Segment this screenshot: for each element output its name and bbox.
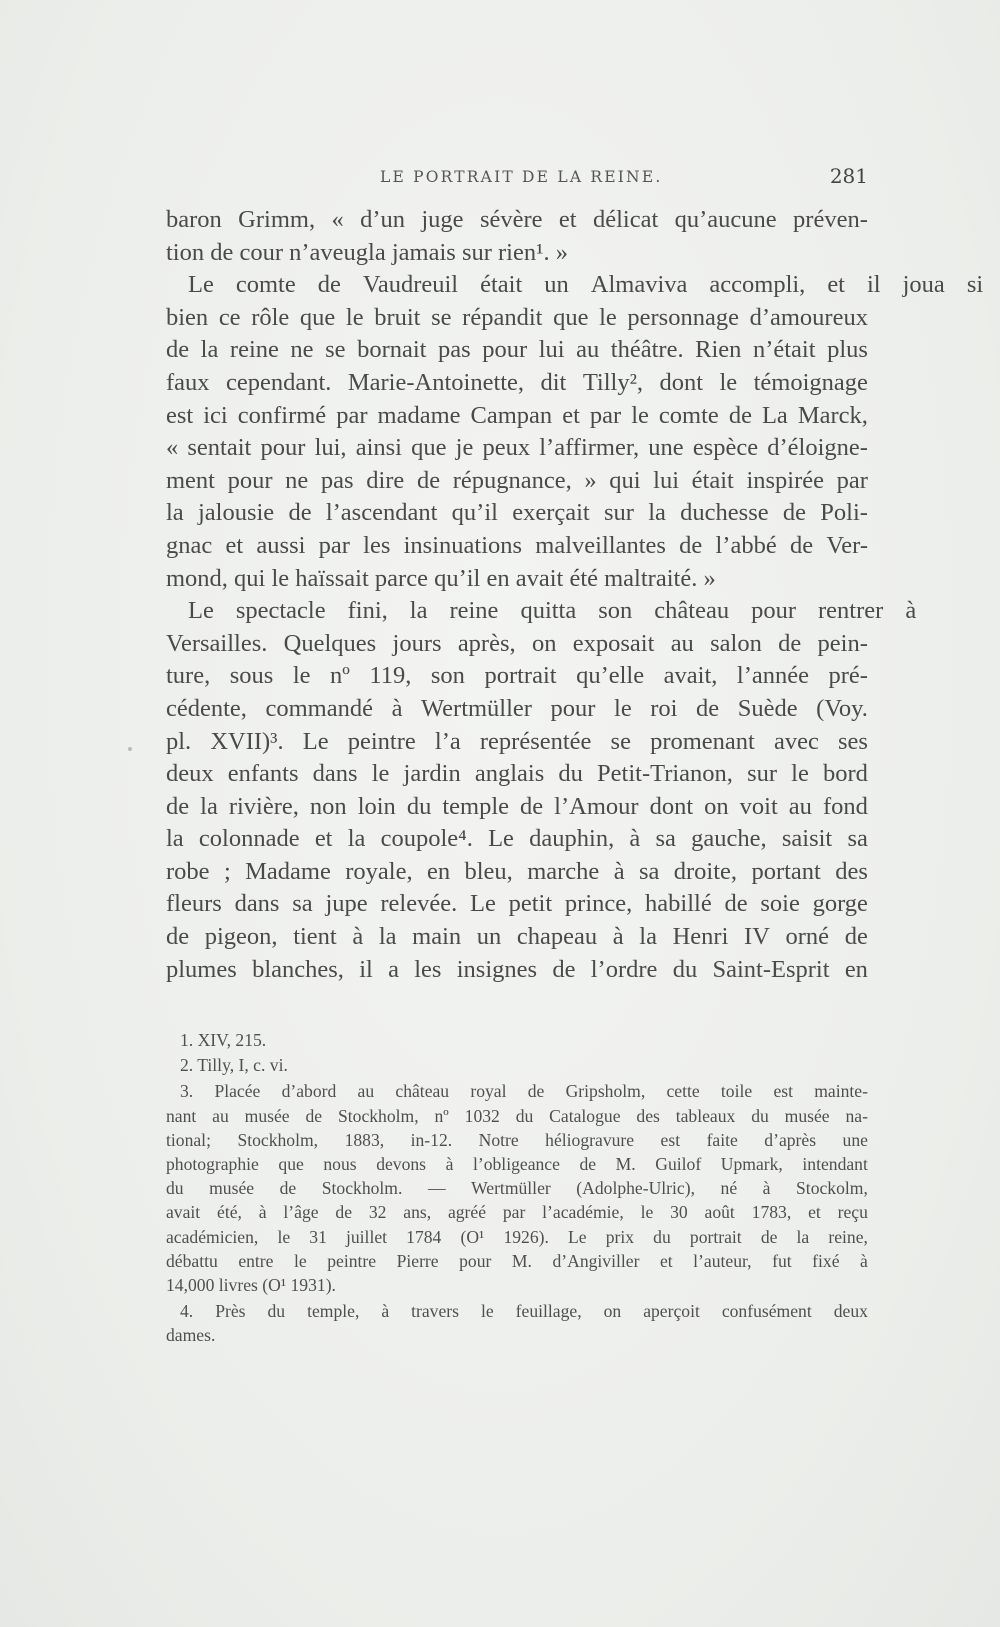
body-text: [166, 204, 984, 986]
footnote-line: 4. Près du temple, à travers le feuillage, on aperçoit confusément deux: [180, 1301, 868, 1322]
text-line: « sentait pour lui, ainsi que je peux l’affirmer, une espèce d’éloigne-: [166, 434, 868, 462]
text-line: de pigeon, tient à la main un chapeau à la Henri IV orné de: [166, 923, 868, 951]
text-line: fleurs dans sa jupe relevée. Le petit prince, habillé de soie gorge: [166, 890, 868, 918]
footnotes: [166, 1028, 868, 1348]
footnote-2: 2. Tilly, I, c. vi.: [180, 1055, 288, 1076]
footnote-line: tional; Stockholm, 1883, in-12. Notre héliogravure est faite d’après une: [166, 1129, 868, 1150]
text-line: Le comte de Vaudreuil était un Almaviva accompli, et il joua si: [188, 271, 984, 299]
footnote-line: photographie que nous devons à l’obligeance de M. Guilof Upmark, intendant: [166, 1154, 868, 1175]
page-number: 281: [829, 164, 868, 188]
footnote-line: du musée de Stockholm. — Wertmüller (Adolphe-Ulric), né à Stockolm,: [166, 1178, 868, 1199]
footnote-line: nant au musée de Stockholm, nº 1032 du Catalogue des tableaux du musée na-: [166, 1105, 868, 1126]
text-line: faux cependant. Marie-Antoinette, dit Tilly², dont le témoignage: [166, 368, 868, 396]
footnote-line: avait été, à l’âge de 32 ans, agréé par l’académie, le 30 août 1783, et reçu: [166, 1202, 868, 1223]
text-line: est ici confirmé par madame Campan et par le comte de La Marck,: [166, 401, 868, 429]
footnote-4: [166, 1299, 868, 1347]
footnote-3: [166, 1079, 868, 1297]
text-line: ture, sous le nº 119, son portrait qu’elle avait, l’année pré-: [166, 662, 868, 690]
text-line: mond, qui le haïssait parce qu’il en avait été maltraité. »: [166, 564, 716, 592]
page-header: [166, 164, 868, 194]
text-line: la colonnade et la coupole⁴. Le dauphin, à sa gauche, saisit sa: [166, 825, 868, 853]
text-line: baron Grimm, « d’un juge sévère et délicat qu’aucune préven-: [166, 206, 868, 233]
footnote-line: 3. Placée d’abord au château royal de Gripsholm, cette toile est mainte-: [180, 1081, 868, 1102]
text-line: de la rivière, non loin du temple de l’Amour dont on voit au fond: [166, 792, 868, 820]
text-line: ment pour ne pas dire de répugnance, » qui lui était inspirée par: [166, 466, 868, 494]
text-line: Le spectacle fini, la reine quitta son château pour rentrer à: [188, 597, 917, 625]
running-title: LE PORTRAIT DE LA REINE.: [380, 168, 663, 186]
footnote-line: académicien, le 31 juillet 1784 (O¹ 1926). Le prix du portrait de la reine,: [166, 1226, 868, 1247]
text-line: la jalousie de l’ascendant qu’il exerçait sur la duchesse de Poli-: [166, 499, 868, 527]
footnote-line: 14,000 livres (O¹ 1931).: [166, 1275, 336, 1296]
text-line: bien ce rôle que le bruit se répandit que le personnage d’amoureux: [166, 303, 868, 331]
footnote-line: dames.: [166, 1325, 216, 1346]
text-line: de la reine ne se bornait pas pour lui au théâtre. Rien n’était plus: [166, 336, 868, 364]
text-line: robe ; Madame royale, en bleu, marche à sa droite, portant des: [166, 857, 868, 885]
text-line: deux enfants dans le jardin anglais du Petit-Trianon, sur le bord: [166, 760, 868, 788]
footnote-line: débattu entre le peintre Pierre pour M. d’Angiviller et l’auteur, fut fixé à: [166, 1250, 868, 1271]
text-line: cédente, commandé à Wertmüller pour le roi de Suède (Voy.: [166, 694, 868, 722]
text-line: tion de cour n’aveugla jamais sur rien¹. »: [166, 238, 568, 266]
footnote-1: 1. XIV, 215.: [180, 1030, 267, 1050]
text-line: gnac et aussi par les insinuations malveillantes de l’abbé de Ver-: [166, 531, 868, 559]
text-line: plumes blanches, il a les insignes de l’ordre du Saint-Esprit en: [166, 955, 868, 983]
text-line: Versailles. Quelques jours après, on exposait au salon de pein-: [166, 629, 868, 657]
margin-speck: [128, 747, 132, 751]
text-line: pl. XVII)³. Le peintre l’a représentée se promenant avec ses: [166, 727, 868, 755]
